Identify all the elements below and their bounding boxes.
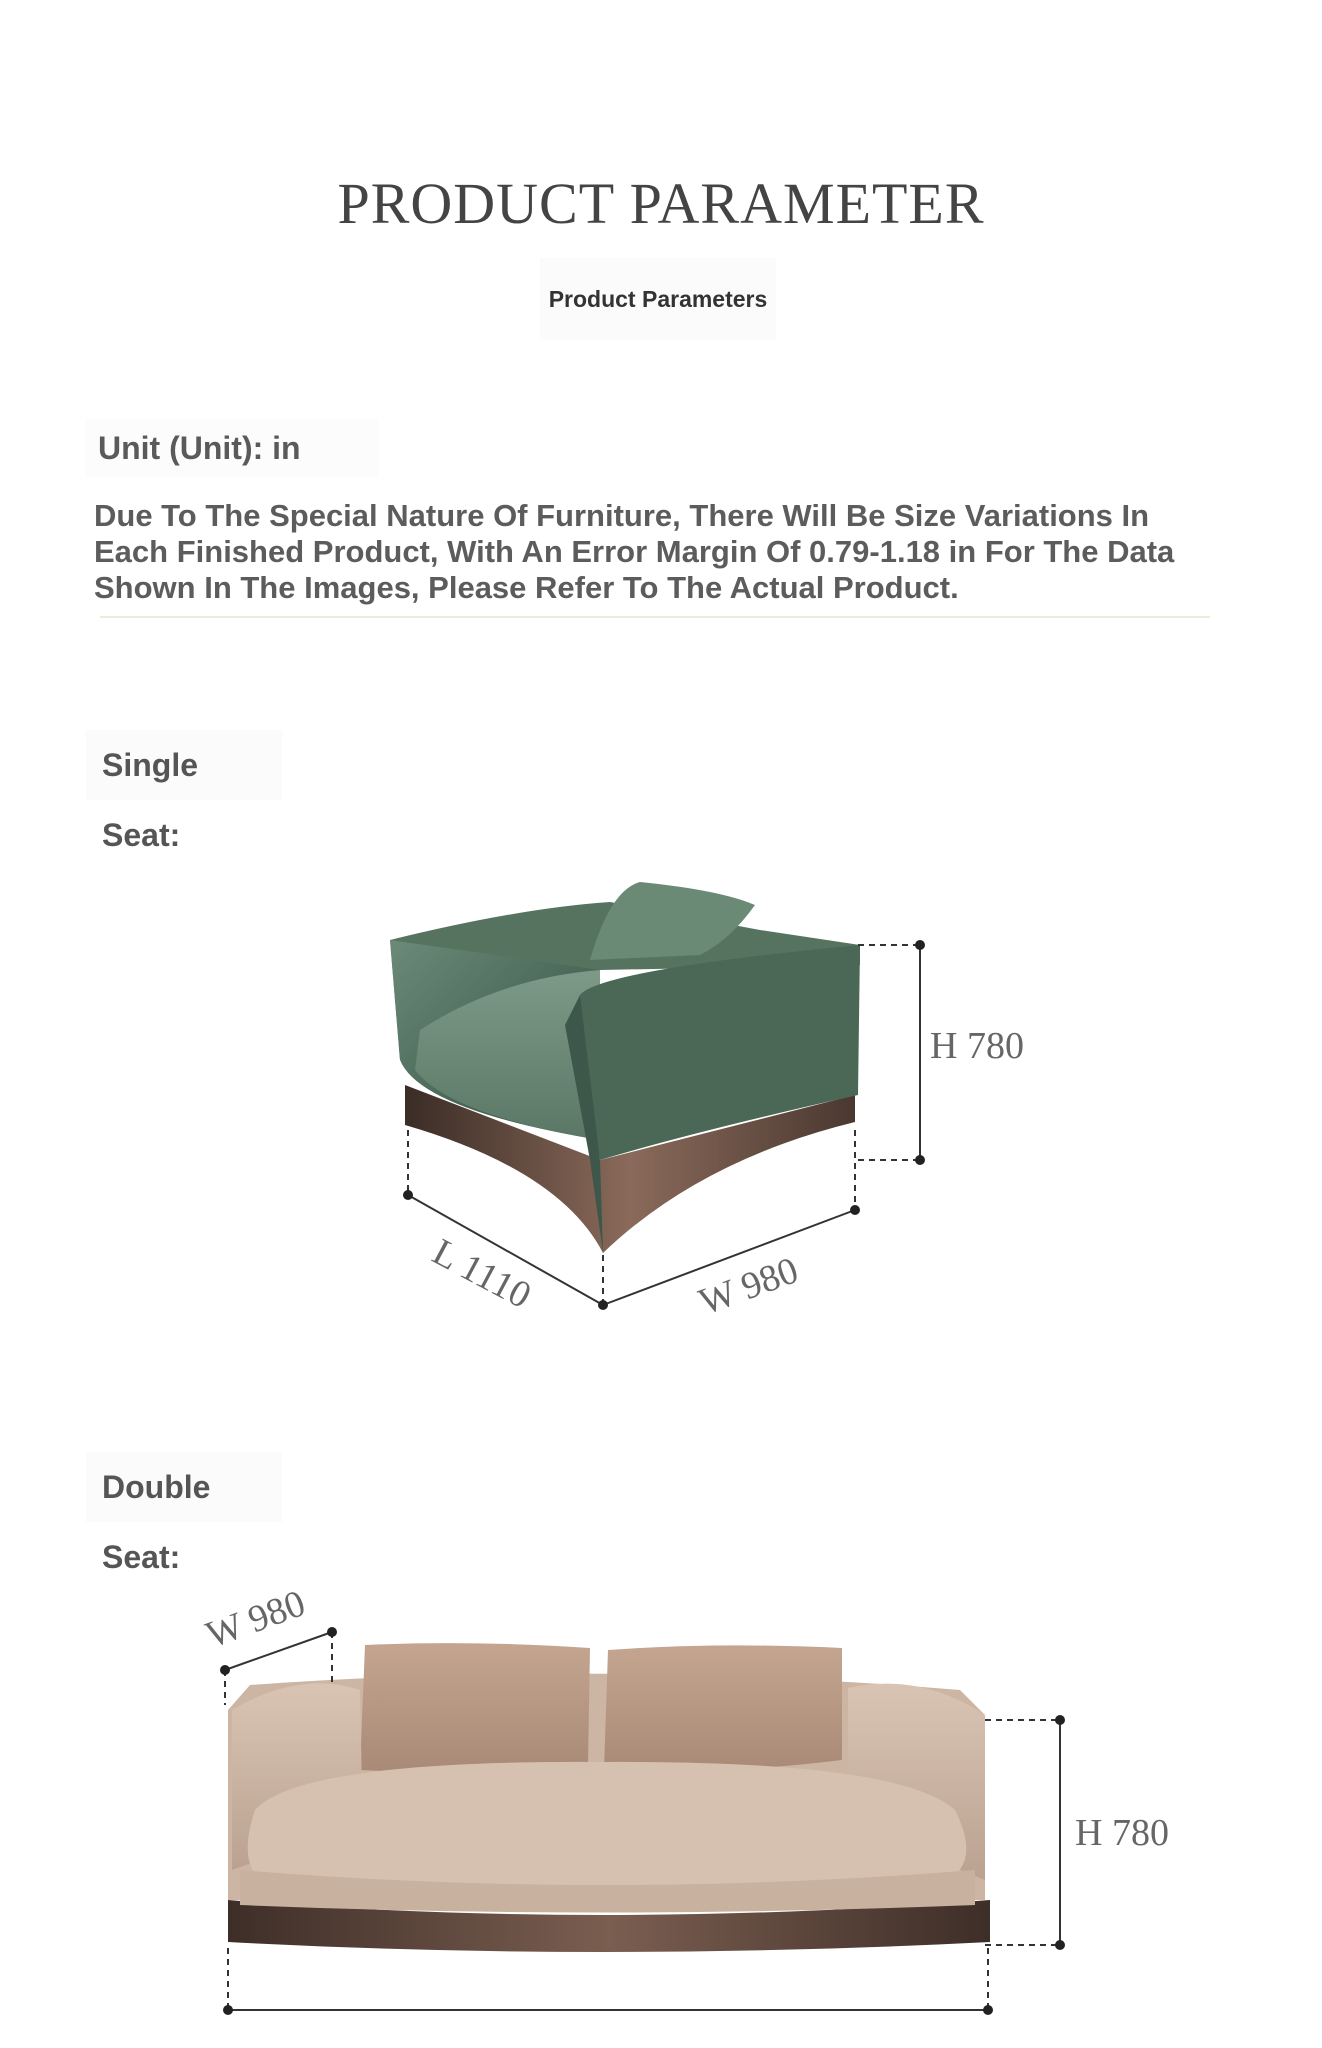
- armchair-image: [390, 882, 860, 1253]
- double-seat-width-label: W 980: [200, 1582, 311, 1657]
- sofa-image: [228, 1643, 990, 1952]
- single-seat-length-label: L 1110: [425, 1230, 538, 1317]
- double-seat-label: Double Seat:: [86, 1452, 282, 1522]
- single-seat-label: Single Seat:: [86, 730, 282, 800]
- divider: [100, 616, 1210, 618]
- double-seat-height-label: H 780: [1075, 1812, 1169, 1854]
- size-variation-note: Due To The Special Nature Of Furniture, There Will Be Size Variations In Each Finished Product, With An Error Margin Of 0.79-1.18 in For The Data Shown In The Images, Please Refer To The Actual Product.: [94, 498, 1175, 605]
- double-seat-diagram: [0, 1570, 1322, 2048]
- page-title: PRODUCT PARAMETER: [337, 171, 985, 236]
- unit-label: Unit (Unit): in: [86, 418, 378, 478]
- single-seat-height-label: H 780: [930, 1025, 1024, 1067]
- single-seat-width-label: W 980: [693, 1249, 804, 1324]
- single-seat-diagram: [0, 860, 1322, 1340]
- page-subtitle: Product Parameters: [540, 258, 776, 340]
